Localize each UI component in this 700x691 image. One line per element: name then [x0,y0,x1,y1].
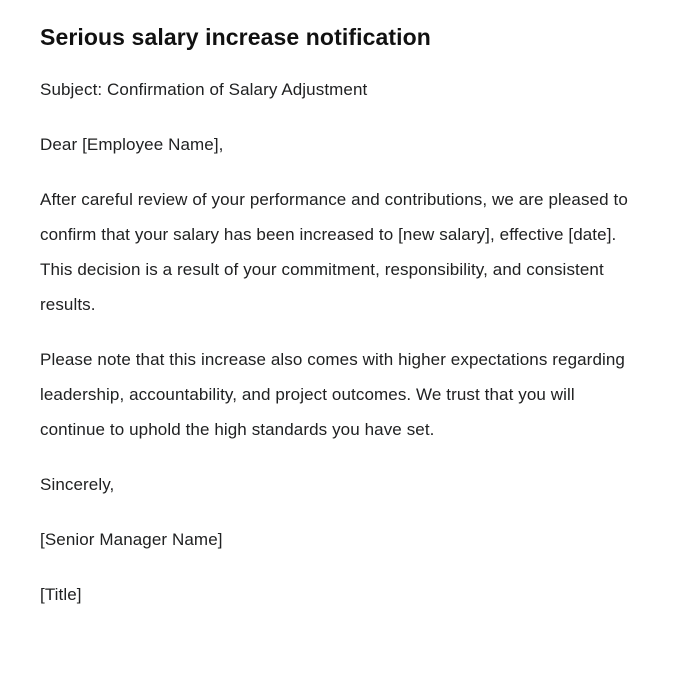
closing: Sincerely, [40,475,115,494]
salutation: Dear [Employee Name], [40,135,224,154]
signature-name: [Senior Manager Name] [40,530,223,549]
body-paragraph-2: Please note that this increase also comes with higher expectations regarding leadership, accountability, and project outcomes. We trust that you will continue to uphold the high standards you have set. [40,350,625,439]
body-paragraph-1: After careful review of your performance and contributions, we are pleased to confirm that your salary has been increased to [new salary], effective [date]. This decision is a result of your commitment, responsibility, and consistent results. [40,190,628,314]
document-title: Serious salary increase notification [40,24,431,50]
signature-title: [Title] [40,585,82,604]
subject-line: Subject: Confirmation of Salary Adjustment [40,80,368,99]
